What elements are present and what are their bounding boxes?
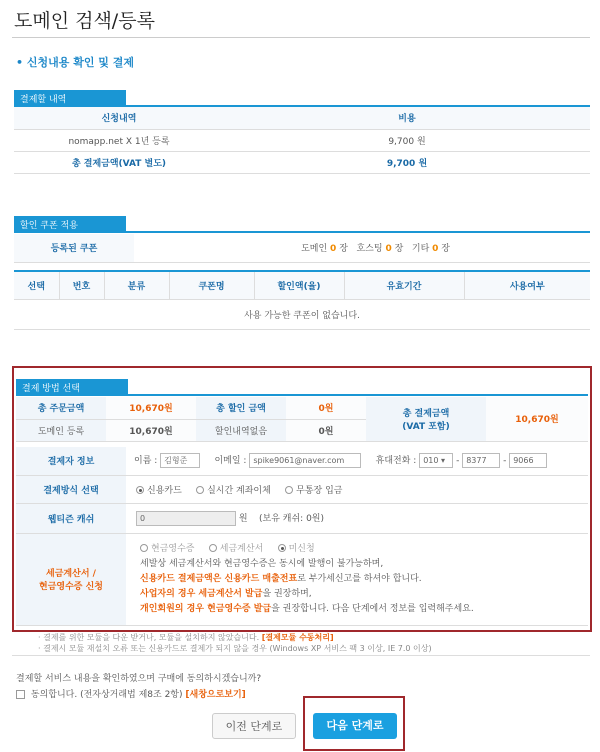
agree-checkbox[interactable] [16,690,25,699]
coupon-domain-count: 0 [330,244,337,255]
phone-separator: - [456,456,460,467]
tax-line-4 [140,602,587,617]
payer-table [16,447,588,626]
section-subtitle: • 신청내용 확인 및 결제 [16,56,134,69]
coupon-unit: 장 [441,244,450,255]
domain-reg-value: 10,670원 [106,419,196,441]
coupon-empty-message: 사용 가능한 쿠폰이 없습니다. [14,299,590,329]
coupon-domain-label: 도메인 [301,244,328,255]
discount-detail-label: 할인내역없음 [196,419,286,441]
pay-method-options [126,475,588,503]
order-cost: 9,700 원 [224,129,590,151]
total-discount-value: 0원 [286,397,366,419]
payment-method-line [16,394,588,396]
chevron-down-icon: ▾ [441,456,446,466]
next-step-button[interactable]: 다음 단계로 [313,713,397,739]
cash-fields [126,503,588,533]
discount-detail-value: 0원 [286,419,366,441]
cash-hint: (보유 캐쉬: 0원) [259,513,325,524]
cash-label: 웹티즌 캐쉬 [16,503,126,533]
coupon-unit: 장 [394,244,404,255]
total-discount-label: 총 할인 금액 [196,397,286,419]
phone-middle-input[interactable]: 8377 [462,453,500,468]
tax-option-invoice[interactable] [209,544,263,554]
email-label: 이메일 : [214,456,247,467]
tax-option-cash-receipt[interactable] [140,544,194,554]
registered-coupon-label: 등록된 쿠폰 [14,234,134,262]
payment-method-tab: 결제 방법 선택 [16,379,128,394]
tax-line-2-highlight: 신용카드 결제금액은 신용카드 매출전표 [140,573,298,584]
col-cost-header: 비용 [224,107,590,129]
tax-content [126,533,588,625]
amount-table [16,397,588,442]
coupon-unit: 장 [339,244,348,255]
total-order-label: 총 주문금액 [16,397,106,419]
phone-last-input[interactable]: 9066 [509,453,547,468]
total-order-value: 10,670원 [106,397,196,419]
email-input[interactable]: spike9061@naver.com [249,453,361,468]
phone-prefix-value: 010 [423,456,439,466]
coupon-summary-table [14,234,590,263]
coupon-hosting-label: 호스팅 [356,244,383,255]
radio-icon [140,544,148,552]
tax-line-3-highlight: 사업자의 경우 세금계산서 발급 [140,588,263,599]
final-amount-value: 10,670원 [486,397,588,441]
coupon-col: 유효기간 [344,271,464,299]
phone-prefix-select[interactable] [419,453,453,468]
tax-line-2-rest: 로 부가세신고를 하셔야 합니다. [297,573,422,584]
domain-reg-label: 도메인 등록 [16,419,106,441]
coupon-col: 선택 [14,271,59,299]
coupon-line [14,231,590,233]
agree-question: 결제할 서비스 내용을 확인하였으며 구매에 동의하시겠습니까? [16,674,262,684]
pay-method-label: 결제방식 선택 [16,475,126,503]
tax-option-label: 현금영수증 [151,543,195,554]
tax-line-1: 세발상 세금계산서와 현금영수증은 동시에 발행이 불가능하며, [140,558,384,569]
coupon-list-table [14,270,590,330]
note-reinstall: · 결제시 모듈 재설치 오류 또는 신용카드로 결제가 되지 않을 경우 (Windows XP 서비스 팩 3 이상, IE 7.0 이상) [38,644,432,653]
coupon-etc-label: 기타 [411,244,430,255]
prev-step-button[interactable]: 이전 단계로 [212,713,296,739]
radio-icon [285,486,293,494]
payer-label: 결제자 정보 [16,447,126,475]
phone-separator: - [503,456,507,467]
agree-row [16,687,246,700]
note-module [38,632,334,643]
tax-line-3-rest: 을 권장하며, [262,588,312,599]
payment-summary-table [14,107,590,174]
coupon-col: 쿠폰명 [169,271,254,299]
note-module-text: · 결제를 위한 모듈을 다운 받거나, 모듈을 설치하지 않았습니다. [38,633,260,642]
coupon-col: 분류 [104,271,169,299]
cash-unit: 원 [238,513,248,524]
coupon-tab: 할인 쿠폰 적용 [14,216,126,231]
radio-icon [209,544,217,552]
radio-icon [136,486,144,494]
order-item: nomapp.net X 1년 등록 [14,129,224,151]
pay-option-label: 무통장 입금 [296,485,343,496]
name-input[interactable]: 김형준 [160,453,200,468]
agree-label[interactable]: 동의합니다. (전자상거래법 제8조 2항) [30,690,183,700]
radio-icon [278,544,286,552]
pay-option-label: 신용카드 [147,485,182,496]
phone-label: 휴대전화 : [375,456,417,467]
tax-line-2 [140,572,587,587]
payment-summary-tab: 결제할 내역 [14,90,126,105]
new-window-link[interactable]: [새창으로보기] [185,690,246,700]
tax-options [140,542,587,557]
coupon-col: 번호 [59,271,104,299]
final-amount-label: 총 결제금액 (VAT 포함) [366,397,486,441]
pay-option-deposit[interactable] [285,486,342,496]
tax-label: 세금계산서 / 현금영수증 신청 [16,533,126,625]
tax-line-4-highlight: 개인회원의 경우 현금영수증 발급 [140,603,272,614]
coupon-etc-count: 0 [432,244,439,255]
coupon-col: 할인액(율) [254,271,344,299]
col-item-header: 신청내역 [14,107,224,129]
manual-module-link[interactable]: [결제모듈 수동처리] [261,633,334,642]
coupon-col: 사용여부 [464,271,590,299]
tax-option-none[interactable] [278,544,315,554]
cash-input[interactable]: 0 [136,511,236,526]
pay-option-card[interactable] [136,486,182,496]
payer-fields [126,447,588,475]
notes-divider [12,655,590,656]
total-value: 9,700 원 [224,151,590,173]
tax-option-label: 세금계산서 [219,543,264,554]
coupon-hosting-count: 0 [385,244,392,255]
pay-option-label: 실시간 계좌이체 [207,485,271,496]
tax-line-3 [140,587,587,602]
tax-line-4-rest: 을 권장합니다. 다음 단계에서 정보를 입력해주세요. [271,603,474,614]
total-label: 총 결제금액(VAT 별도) [14,151,224,173]
coupon-counts [134,234,590,262]
radio-icon [196,486,204,494]
name-label: 이름 : [134,456,158,467]
title-divider [12,37,590,38]
tax-option-label: 미신청 [288,543,315,554]
pay-option-transfer[interactable] [196,486,271,496]
page-title: 도메인 검색/등록 [14,10,155,32]
